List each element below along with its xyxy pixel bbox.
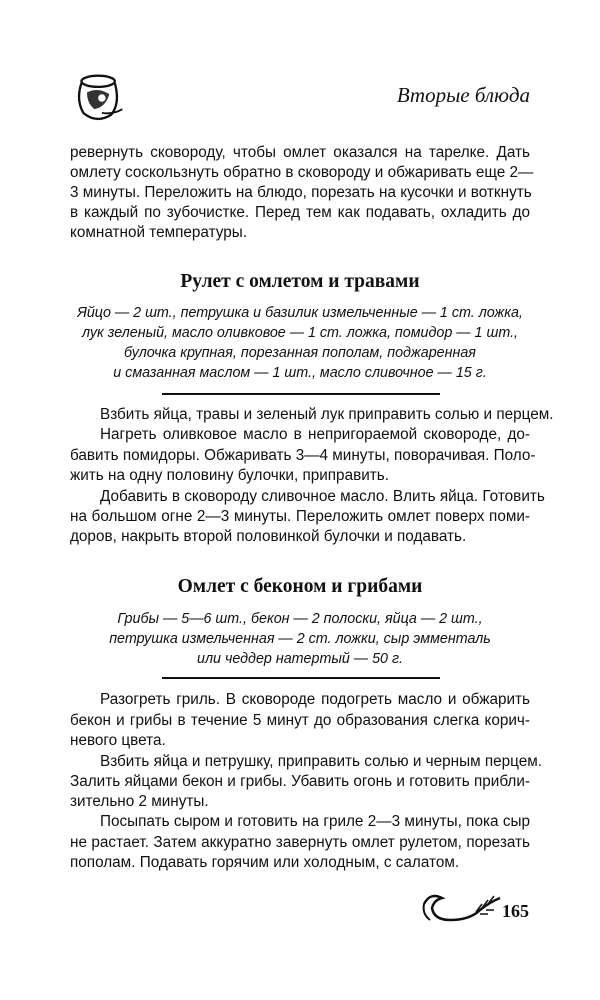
body-line: жить на одну половину булочки, приправить. <box>70 467 389 484</box>
body-line: Разогреть гриль. В сковороде подогреть масло и обжарить <box>100 691 530 708</box>
jar-ornament-icon <box>72 72 128 124</box>
body-line: пополам. Подавать горячим или холодным, с салатом. <box>70 854 460 871</box>
ingredients-line: булочка крупная, порезанная пополам, поджаренная <box>124 345 476 361</box>
body-line: бекон и грибы в течение 5 минут до образования слегка корич- <box>70 712 530 729</box>
body-line: зительно 2 минуты. <box>70 793 209 810</box>
divider <box>162 393 440 395</box>
intro-line: комнатной температуры. <box>70 224 247 241</box>
intro-line: 3 минуты. Переложить на блюдо, порезать на кусочки и воткнуть <box>70 184 532 201</box>
intro-line: омлету соскользнуть обратно в сковороду и обжаривать еще 2— <box>70 164 534 181</box>
recipe-title: Омлет с беконом и грибами <box>177 576 423 597</box>
body-line: доров, накрыть второй половинкой булочки и подавать. <box>70 528 467 545</box>
body-line: бавить помидоры. Обжаривать 3—4 минуты, поворачивая. Поло- <box>70 447 536 464</box>
ingredients-line: Грибы — 5—6 шт., бекон — 2 полоски, яйца — 2 шт., <box>117 611 483 627</box>
page-number: 165 <box>502 901 529 921</box>
body-line: невого цвета. <box>70 732 166 749</box>
body-line: Посыпать сыром и готовить на гриле 2—3 минуты, пока сыр <box>100 813 530 830</box>
body-line: Взбить яйца, травы и зеленый лук приправить солью и перцем. <box>100 406 554 423</box>
body-line: Нагреть оливковое масло в непригораемой сковороде, до- <box>100 426 530 443</box>
body-line: не растает. Затем аккуратно завернуть омлет рулетом, порезать <box>70 834 530 851</box>
ingredients-line: и смазанная маслом — 1 шт., масло сливочное — 15 г. <box>113 365 487 381</box>
running-title: Вторые блюда <box>396 83 530 107</box>
ingredients-line: Яйцо — 2 шт., петрушка и базилик измельченные — 1 ст. ложка, <box>77 305 523 321</box>
body-line: Взбить яйца и петрушку, приправить солью и черным перцем. <box>100 753 543 770</box>
recipe-title: Рулет с омлетом и травами <box>180 271 420 292</box>
ingredients-line: петрушка измельченная — 2 ст. ложки, сыр эмменталь <box>109 631 491 647</box>
intro-line: ревернуть сковороду, чтобы омлет оказался на тарелке. Дать <box>70 144 530 161</box>
body-line: Залить яйцами бекон и грибы. Убавить огонь и готовить прибли- <box>70 773 530 790</box>
body-line: на большом огне 2—3 минуты. Переложить омлет поверх поми- <box>70 508 530 525</box>
ingredients-line: лук зеленый, масло оливковое — 1 ст. ложка, помидор — 1 шт., <box>81 325 519 341</box>
vine-ornament-icon <box>420 890 502 930</box>
ingredients-line: или чеддер натертый — 50 г. <box>197 651 403 667</box>
body-line: Добавить в сковороду сливочное масло. Влить яйца. Готовить <box>100 488 545 505</box>
intro-line: в каждый по зубочистке. Перед тем как подавать, охладить до <box>70 204 530 221</box>
divider <box>162 677 440 679</box>
